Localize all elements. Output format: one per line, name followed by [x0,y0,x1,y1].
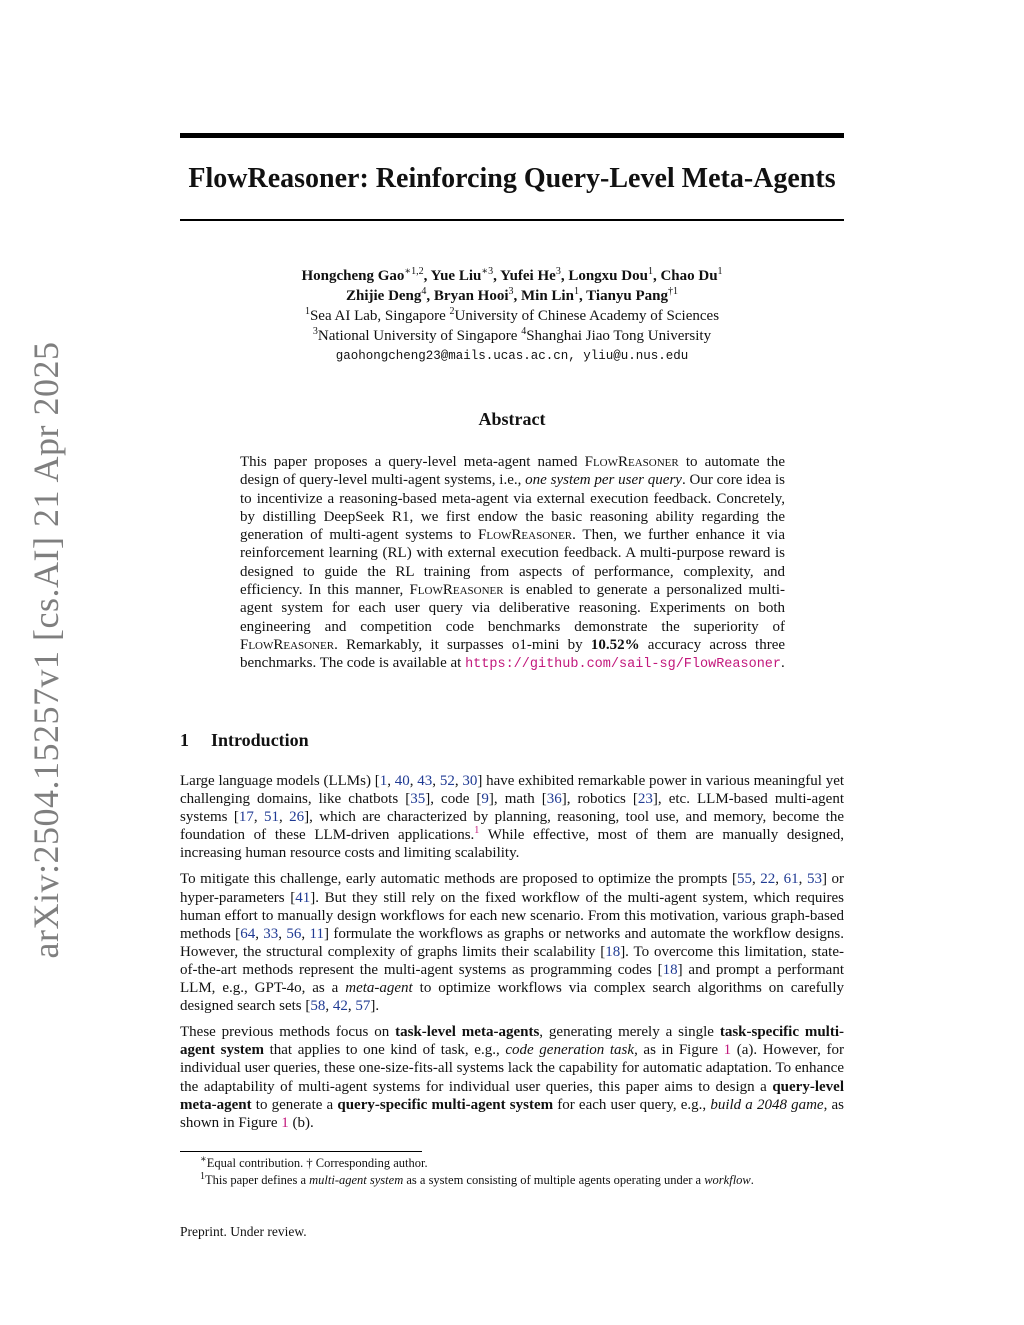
citation-link[interactable]: 22 [760,871,776,888]
author-line-2: Zhijie Deng$^4$, Bryan Hooi$^3$, Min Lin$^1$, Tianyu Pang$^{\dagger 1}$ [345,286,679,304]
citation-link[interactable]: 30 [462,773,478,789]
citation-link[interactable]: 26 [289,809,305,826]
introduction-body [180,772,844,1140]
section-heading-introduction: 1 Introduction [180,730,309,750]
abstract-text: This paper proposes a query-level meta-agent named FlowReasoner to automate the design of query-level multi-agent systems, i.e., one system per user query. Our core idea is to incentivize a reasoning-based meta-agent via external execution feedback. Concretely, by distilling DeepSeek R1, we first endow the basic reasoning ability regarding the generation of multi-agent systems to FlowReasoner. Then, we further enhance it via reinforcement learning (RL) with external execution feedback. A multi-purpose reward is designed to guide the RL training from aspects of performance, complexity, and efficiency. In this manner, FlowReasoner is enabled to generate a personalized multi-agent system for each user query via deliberative reasoning. Experiments on both engineering and competition code benchmarks demonstrate the superiority of FlowReasoner. Remarkably, it surpasses o1-mini by 10.52% accuracy across three benchmarks. The code is available at https://github.com/sail-sg/FlowReasoner. [240,454,786,673]
affiliation-line-1: $^1$Sea AI Lab, Singapore $^2$University of Chinese Academy of Sciences [304,306,720,324]
author-line-1: Hongcheng Gao$^{∗1,2}$, Yue Liu$^{∗3}$, Yufei He$^3$, Longxu Dou$^1$, Chao Du$^1$ [301,266,723,284]
citation-link[interactable]: 9 [481,791,489,808]
author-emails: gaohongcheng23@mails.ucas.ac.cn, yliu@u.nus.edu [335,349,689,363]
citation-link[interactable]: 55 [736,871,752,888]
citation-link[interactable]: 56 [286,925,302,942]
citation-link[interactable]: 36 [546,791,562,808]
citation-link[interactable]: 33 [263,925,279,942]
title-top-rule [180,133,844,138]
citation-link[interactable]: 40 [394,773,410,789]
citation-link[interactable]: 18 [605,943,621,960]
citation-link[interactable]: 53 [806,871,822,888]
citation-link[interactable]: 51 [264,809,279,826]
citation-link[interactable]: 57 [355,998,371,1015]
citation-link[interactable]: 11 [309,925,324,942]
citation-link[interactable]: 1 [379,773,388,789]
figure-reference-link[interactable]: 1 [723,1042,732,1059]
code-repo-link[interactable]: https://github.com/sail-sg/FlowReasoner [465,657,782,673]
citation-link[interactable]: 64 [240,925,256,942]
citation-link[interactable]: 41 [295,889,311,906]
footnotes [180,1155,844,1189]
citation-link[interactable]: 61 [783,871,799,888]
footnote-equal-contribution: ∗Equal contribution. † Corresponding author. [200,1153,428,1170]
footnote-link[interactable]: 1 [474,825,480,837]
citation-link[interactable]: 23 [637,791,653,808]
citation-link[interactable]: 17 [238,809,254,826]
citation-link[interactable]: 58 [310,998,326,1015]
intro-paragraph-3: These previous methods focus on task-level meta-agents, generating merely a single task-specific multi-agent system that applies to one kind of task, e.g., code generation task, as in Figure 1 (a). However, for individual user queries, these one-size-fits-all systems lack the capability for automatic adaptation. To enhance the adaptability of multi-agent systems for individual user queries, this paper aims to design a query-level meta-agent to generate a query-specific multi-agent system for each user query, e.g., build a 2048 game, as shown in Figure 1 (b). [180,1024,845,1131]
arxiv-identifier: arXiv:2504.15257v1 [cs.AI] 21 Apr 2025 [26,341,66,959]
citation-link[interactable]: 18 [662,961,678,978]
citation-link[interactable]: 42 [332,998,348,1015]
intro-paragraph-2: To mitigate this challenge, early automatic methods are proposed to optimize the prompts [55, 22, 61, 53] or hyper-parameters [41]. But they still rely on the fixed workflow of the multi-agent system, which requires human effort to manually design workflows for each new scenario. From this motivation, various graph-based methods [64, 33, 56, 11] formulate the workflows as graphs or networks and automate the workflow designs. However, the structural complexity of graphs limits their scalability [18]. To overcome this limitation, state-of-the-art methods represent the multi-agent systems as programming codes [18] and prompt a performant LLM, e.g., GPT-4o, as a meta-agent to optimize workflows via complex search algorithms on carefully designed search sets [58, 42, 57]. [180,871,845,1015]
figure-reference-link[interactable]: 1 [281,1114,289,1131]
arxiv-side-stamp [0,0,92,1325]
citation-link[interactable]: 43 [417,773,433,789]
author-block [180,266,844,366]
intro-paragraph-1: Large language models (LLMs) [1, 40, 43, 52, 30] have exhibited remarkable power in various meaningful yet challenging domains, like chatbots [35], code [9], math [36], robotics [23], etc. LLM-based multi-agent systems [17, 51, 26], which are characterized by planning, reasoning, tool use, and memory, become the foundation of these LLM-driven applications.$^1$ While effective, most of them are manually designed, increasing human resource costs and limiting scalability. [180,773,845,862]
preprint-notice: Preprint. Under review. [180,1224,307,1239]
paper-title: FlowReasoner: Reinforcing Query-Level Meta-Agents [188,163,836,194]
citation-link[interactable]: 35 [410,791,426,808]
footnote-multi-agent-definition: $^1$This paper defines a multi-agent system as a system consisting of multiple agents operating under a workflow. [200,1170,754,1187]
footnote-rule [180,1151,422,1152]
abstract-heading: Abstract [478,409,546,429]
title-bottom-rule [180,219,844,221]
citation-link[interactable]: 52 [439,773,455,789]
affiliation-line-2: $^3$National University of Singapore $^4$Shanghai Jiao Tong University [312,326,712,344]
